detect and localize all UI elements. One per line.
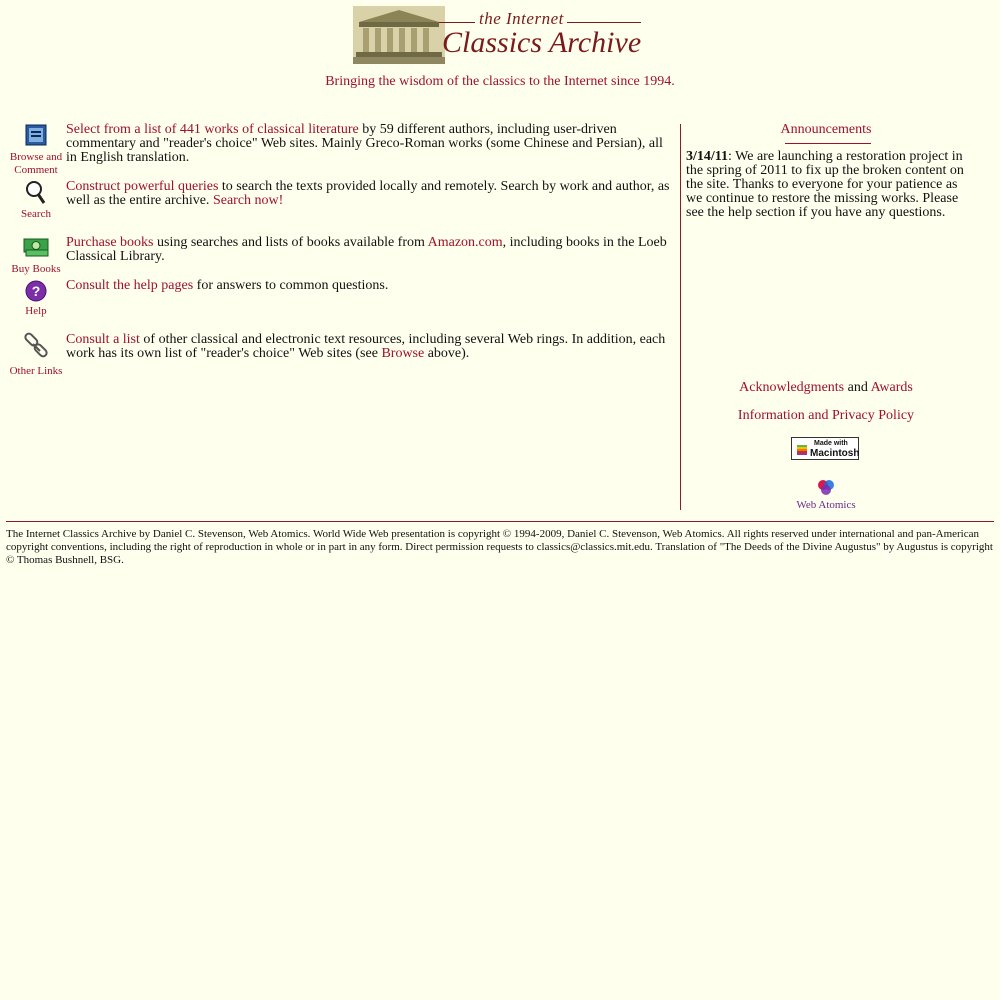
browse-nav-label-2: Comment [14,164,58,176]
logo-the-internet: the Internet [479,9,564,28]
magnifier-icon [23,179,49,205]
search-text: to search the texts provided locally and remotely. Search by work and author, as well as the entire archive. [66,179,670,208]
browse-link[interactable]: Select from a list of 441 works of classical literature [66,122,359,137]
copyright-footer: The Internet Classics Archive by Daniel C. Stevenson, Web Atomics. World Wide Web presentation is copyright © 1994-2009, Daniel C. Stevenson, Web Atomics. All rights reserved under international and pan-American copyright conventions, including the right of reproduction in whole or in part in any form. Direct permission requests to classics@classics.mit.edu. Translation of "The Deeds of the Divine Augustus" by Augustus is copyright © Thomas Bushnell, BSG. [6,528,993,566]
search-now-link[interactable]: Search now! [212,193,284,208]
purchase-books-link[interactable]: Purchase books [66,235,154,250]
question-icon [25,280,47,302]
browse-nav[interactable] [6,122,66,177]
search-nav[interactable] [6,179,66,221]
announcement-text [686,150,972,220]
mac-badge-line1: Made with [814,440,848,447]
help-pages-link[interactable]: Consult the help pages [66,278,194,293]
browse-nav-label-1: Browse and [9,151,63,163]
logo-title: Classics Archive [442,26,642,59]
browse-description [66,123,670,165]
column-divider [680,124,681,510]
announcement-date: 3/14/11 [686,149,729,164]
book-icon [23,122,49,148]
help-nav-label: Help [25,305,47,317]
browse-inline-link[interactable]: Browse [381,346,425,361]
apple-icon [795,442,809,456]
buy-books-nav-label: Buy Books [11,263,61,275]
chain-icon [21,332,51,362]
footer-rule [6,521,994,522]
other-links-nav[interactable] [6,332,66,378]
announcement-body: : We are launching a restoration project in the spring of 2011 to fix up the broken content on the site. Thanks to everyone for your patience as we continue to restore the missing works. Please see the help section if you have any questions. [686,149,964,220]
and-text: and [844,380,871,395]
web-atomics-link[interactable] [776,478,876,511]
privacy-policy-link[interactable]: Information and Privacy Policy [737,408,915,423]
help-nav[interactable] [6,280,66,318]
mac-badge-line2: Macintosh [810,448,860,459]
buy-text-1: using searches and lists of books available from [153,235,428,250]
amazon-link[interactable]: Amazon.com [427,235,503,250]
acknowledgments-link[interactable]: Acknowledgments [739,380,845,395]
awards-link[interactable]: Awards [870,380,913,395]
made-with-macintosh-badge[interactable] [791,437,859,460]
privacy-line [686,408,966,424]
logo-rule-right [567,22,641,23]
help-description [66,279,670,293]
announcements-link[interactable]: Announcements [780,122,872,137]
site-logo[interactable] [353,6,645,64]
web-atomics-label: Web Atomics [796,499,856,511]
money-icon [22,236,50,260]
tagline: Bringing the wisdom of the classics to the Internet since 1994. [325,74,675,89]
search-description [66,180,670,208]
web-atomics-icon [815,478,837,498]
buy-description [66,236,670,264]
links-text-2: above). [424,346,470,361]
other-links-nav-label: Other Links [9,365,63,377]
search-queries-link[interactable]: Construct powerful queries [66,179,219,194]
browse-text: by 59 different authors, including user-driven commentary and "reader's choice" Web sites. Mainly Greco-Roman works (some Chinese and Persian), all in English translation. [66,122,663,165]
help-text: for answers to common questions. [193,278,389,293]
svg-text:?: ? [31,283,41,299]
consult-list-link[interactable]: Consult a list [66,332,140,347]
search-nav-label: Search [21,208,51,220]
ack-awards-line [686,380,966,396]
links-description [66,333,670,361]
links-text-1: of other classical and electronic text resources, including several Web rings. In addition, each work has its own list of "reader's choice" Web sites (see [66,332,666,361]
buy-text-2: , including books in the Loeb Classical Library. [66,235,667,264]
announcements-underline [785,143,871,144]
buy-books-nav[interactable] [6,236,66,276]
logo-rule-left [439,22,475,23]
parthenon-icon [353,6,445,64]
